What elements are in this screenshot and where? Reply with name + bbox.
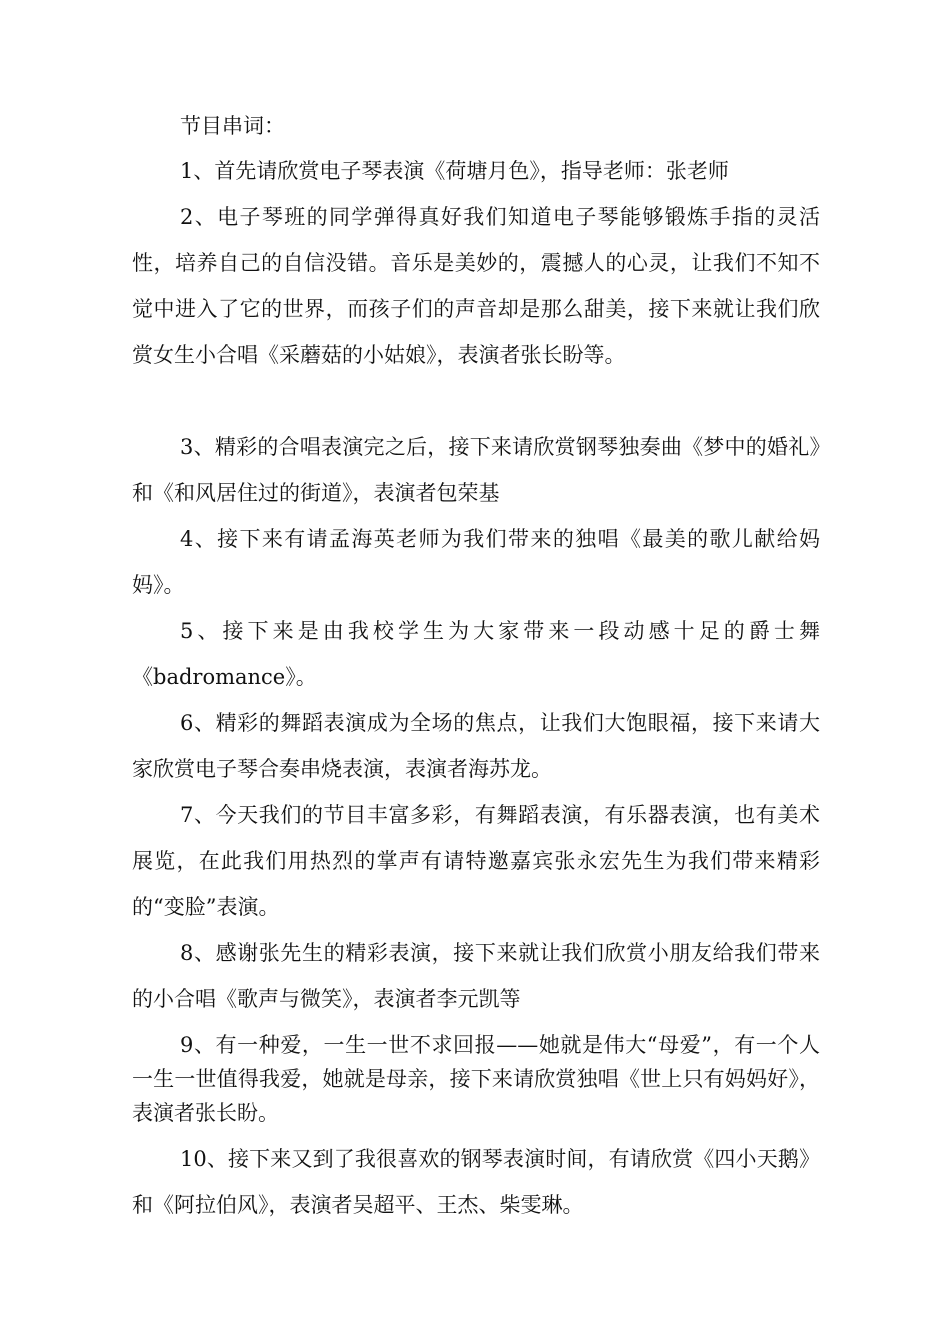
paragraph-4: 4、接下来有请孟海英老师为我们带来的独唱《最美的歌儿献给妈妈》。 [132, 527, 820, 597]
paragraph-6: 6、精彩的舞蹈表演成为全场的焦点，让我们大饱眼福，接下来请大家欣赏电子琴合奏串烧表演，表演者海苏龙。 [132, 711, 820, 781]
paragraph-9: 9、有一种爱，一生一世不求回报——她就是伟大“母爱”，有一个人一生一世值得我爱，她就是母亲，接下来请欣赏独唱《世上只有妈妈好》，表演者张长盼。 [132, 1033, 820, 1125]
paragraph-10: 10、接下来又到了我很喜欢的钢琴表演时间，有请欣赏《四小天鹅》和《阿拉伯风》，表演者吴超平、王杰、柴雯琳。 [132, 1147, 820, 1217]
paragraph-7: 7、今天我们的节目丰富多彩，有舞蹈表演，有乐器表演，也有美术展览，在此我们用热烈的掌声有请特邀嘉宾张永宏先生为我们带来精彩的“变脸”表演。 [132, 803, 820, 919]
paragraph-8: 8、感谢张先生的精彩表演，接下来就让我们欣赏小朋友给我们带来的小合唱《歌声与微笑》，表演者李元凯等 [132, 941, 820, 1011]
paragraph-2: 2、电子琴班的同学弹得真好我们知道电子琴能够锻炼手指的灵活性，培养自己的自信没错。音乐是美妙的，震撼人的心灵，让我们不知不觉中进入了它的世界，而孩子们的声音却是那么甜美，接下来就让我们欣赏女生小合唱《采蘑菇的小姑娘》，表演者张长盼等。 [132, 205, 820, 367]
paragraph-5: 5、接下来是由我校学生为大家带来一段动感十足的爵士舞《badromance》。 [132, 619, 820, 689]
document-heading: 节目串词： [180, 114, 285, 138]
paragraph-3: 3、精彩的合唱表演完之后，接下来请欣赏钢琴独奏曲《梦中的婚礼》和《和风居住过的街道》，表演者包荣基 [132, 435, 820, 505]
paragraph-1: 1、首先请欣赏电子琴表演《荷塘月色》，指导老师：张老师 [180, 159, 729, 183]
